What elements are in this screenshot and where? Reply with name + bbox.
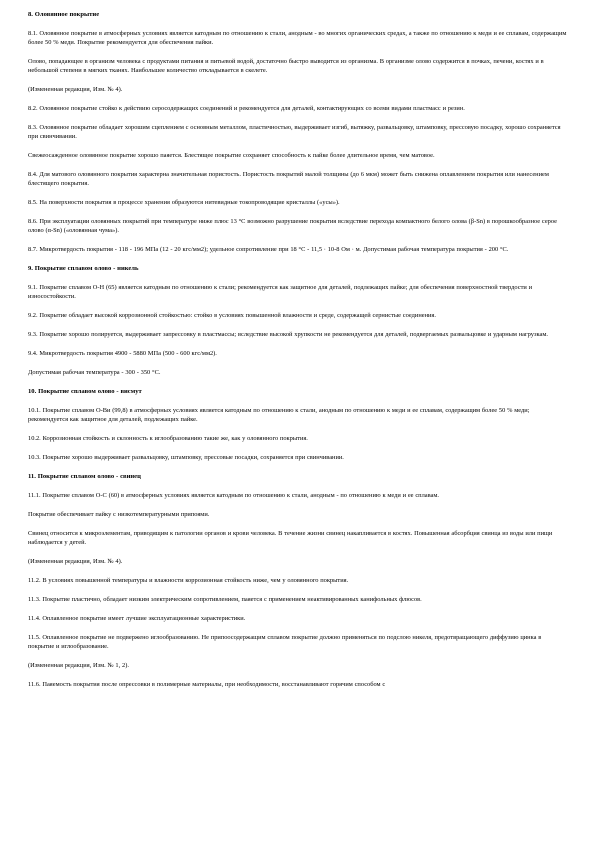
paragraph: Свежеосажденное оловянное покрытие хорошо паяется. Блестящее покрытие сохраняет способность к пайке более длительное время, чем матовое. <box>28 152 435 159</box>
revision-note: (Измененная редакция, Изм. № 4). <box>28 86 123 93</box>
paragraph: 8.5. На поверхности покрытия в процессе хранения образуются нитевидные токопроводящие кристаллы («усы»). <box>28 199 340 206</box>
revision-note: (Измененная редакция, Изм. № 4). <box>28 558 123 565</box>
paragraph: 11.5. Оплавленное покрытие не подвержено иглообразованию. Не припоосодержащим сплавом покрытие должно применяться по подслою никеля, предотвращающего диффузию цинка в покрытие и иглообразование. <box>28 634 542 650</box>
paragraph: 9.4. Микротвердость покрытия 4900 - 5880 МПа (500 - 600 кгс/мм2). <box>28 350 217 357</box>
paragraph: 10.3. Покрытие хорошо выдерживает развальцовку, штамповку, прессовые посадки, сохраняется при свинчивании. <box>28 454 344 461</box>
paragraph: 11.4. Оплавленное покрытие имеет лучшие эксплуатационные характеристики. <box>28 615 246 622</box>
paragraph: 11.6. Паяемость покрытия после опрессовки в полимерные материалы, при необходимости, восстанавливают горячим способом с <box>28 681 386 688</box>
paragraph: Покрытие обеспечивает пайку с низкотемпературными припоями. <box>28 511 210 518</box>
paragraph: 8.7. Микротвердость покрытия - 118 - 196 МПа (12 - 20 кгс/мм2); удельное сопротивление при 18 °С - 11,5 · 10-8 Ом · м. Допустимая рабочая температура покрытия - 200 °С. <box>28 246 509 253</box>
paragraph: 8.2. Оловянное покрытие стойко к действию серосодержащих соединений и рекомендуется для деталей, контактирующих со всеми видами пластмасс и резин. <box>28 105 465 112</box>
paragraph: 10.2. Коррозионная стойкость и склонность к иглообразованию такие же, как у оловянного покрытия. <box>28 435 308 442</box>
paragraph: 11.1. Покрытие сплавом О-С (60) в атмосферных условиях является катодным по отношению к стали, анодным - по отношению к меди и ее сплавам. <box>28 492 440 499</box>
paragraph: 9.3. Покрытие хорошо полируется, выдерживает запрессовку в пластмассы; вследствие высокой хрупкости не рекомендуется для деталей, подвергаемых развальцовке и ударным нагрузкам. <box>28 331 548 338</box>
section-heading: 10. Покрытие сплавом олово - висмут <box>28 388 142 395</box>
paragraph: Свинец относится к микроэлементам, приводящим к патологии органов и крови человека. В течение жизни свинец накапливается в костях. Повышенная абсорбция свинца из воды или пищи наблюдается у детей. <box>28 530 553 546</box>
paragraph: 8.1. Оловянное покрытие в атмосферных условиях является катодным по отношению к стали, анодным - во многих органических средах, а также по отношению к меди и ее сплавам, содержащим более 50 % меди. Покрытие рекомендуется для обеспечения пайки. <box>28 30 567 46</box>
paragraph: 11.2. В условиях повышенной температуры и влажности коррозионная стойкость ниже, чем у оловянного покрытия. <box>28 577 349 584</box>
paragraph: 8.3. Оловянное покрытие обладает хорошим сцеплением с основным металлом, пластичностью, выдерживает изгиб, вытяжку, развальцовку, штамповку, прессовую посадку, хорошо сохраняется при свинчивании. <box>28 124 561 140</box>
paragraph: 8.4. Для матового оловянного покрытия характерна значительная пористость. Пористость покрытий малой толщины (до 6 мкм) может быть снижена оплавлением покрытия или нанесением блестящего покрытия. <box>28 171 549 187</box>
paragraph: 8.6. При эксплуатации оловянных покрытий при температуре ниже плюс 13 °С возможно разрушение покрытия вследствие перехода компактного белого олова (β-Sn) в порошкообразное серое олово (α-Sn) («оловянная чума»). <box>28 218 557 234</box>
document-page <box>28 10 568 699</box>
paragraph: 10.1. Покрытие сплавом О-Ви (99,8) в атмосферных условиях является катодным по отношению к стали, анодным по отношению к меди и ее сплавам, содержащим более 50 % меди; рекомендуется как защитное для деталей, подлежащих пайке. <box>28 407 530 423</box>
paragraph: 11.3. Покрытие пластично, обладает низким электрическим сопротивлением, паяется с применением неактивированных канифольных флюсов. <box>28 596 422 603</box>
section-heading: 11. Покрытие сплавом олово - свинец <box>28 473 141 480</box>
paragraph: 9.1. Покрытие сплавом О-Н (65) является катодным по отношению к стали; рекомендуется как защитное для деталей, подлежащих пайке; для обеспечения поверхностной твердости и износостойкости. <box>28 284 533 300</box>
section-heading: 8. Оловянное покрытие <box>28 11 100 18</box>
revision-note: (Измененная редакция, Изм. № 1, 2). <box>28 662 129 669</box>
paragraph: Олово, попадающее в организм человека с продуктами питания и питьевой водой, достаточно быстро выводится из организма. В организме олово содержится в почках, печени, костях и в небольшой степени в мягких тканях. Наибольшее количество откладывается в скелете. <box>28 58 544 74</box>
section-heading: 9. Покрытие сплавом олово - никель <box>28 265 139 272</box>
paragraph: Допустимая рабочая температура - 300 - 350 °С. <box>28 369 161 376</box>
paragraph: 9.2. Покрытие обладает высокой коррозионной стойкостью: стойко в условиях повышенной влажности и среде, содержащей сернистые соединения. <box>28 312 436 319</box>
